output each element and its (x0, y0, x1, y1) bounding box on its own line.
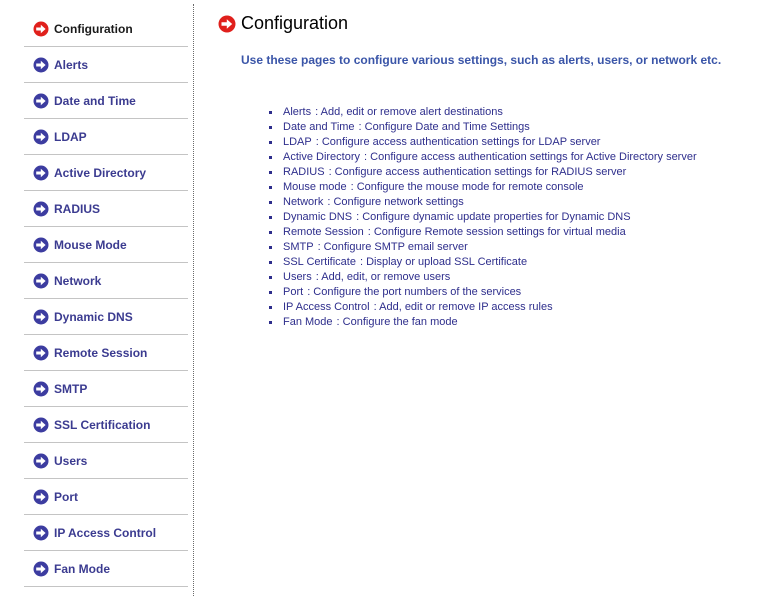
arrow-right-blue-icon (33, 273, 49, 289)
sidebar-item-remote-session[interactable] (24, 335, 188, 371)
arrow-right-red-icon (33, 21, 49, 37)
description-term: Active Directory (283, 151, 361, 163)
sidebar-item-ldap[interactable] (24, 119, 188, 155)
description-text: : Display or upload SSL Certificate (359, 256, 528, 268)
sidebar-item-radius[interactable] (24, 191, 188, 227)
list-item (253, 105, 697, 120)
description-term: SMTP (283, 241, 314, 253)
description-term: SSL Certificate (283, 256, 356, 268)
sidebar-item-date-and-time[interactable] (24, 83, 188, 119)
sidebar-item-label: RADIUS (54, 201, 101, 216)
description-text: : Configure the mouse mode for remote console (350, 181, 584, 193)
arrow-right-blue-icon (33, 165, 49, 181)
description-term: Network (283, 196, 324, 208)
description-term: Users (283, 271, 312, 283)
list-item (253, 165, 697, 180)
sidebar-item-label: SMTP (54, 381, 88, 396)
sidebar-item-label: Date and Time (54, 93, 136, 108)
sidebar-item-label: Mouse Mode (54, 237, 127, 252)
sidebar-item-active-directory[interactable] (24, 155, 188, 191)
bullet-icon (269, 261, 272, 264)
list-item (253, 180, 697, 195)
sidebar-item-network[interactable] (24, 263, 188, 299)
sidebar-item-ssl-certification[interactable] (24, 407, 188, 443)
bullet-icon (269, 156, 272, 159)
sidebar-item-label: Network (54, 273, 102, 288)
sidebar-item-label: SSL Certification (54, 417, 151, 432)
list-item (253, 315, 697, 330)
description-text: : Configure the port numbers of the services (307, 286, 522, 298)
sidebar-item-label: Active Directory (54, 165, 147, 180)
list-item (253, 285, 697, 300)
arrow-right-blue-icon (33, 489, 49, 505)
bullet-icon (269, 231, 272, 234)
description-text: : Configure access authentication settings for Active Directory server (364, 151, 697, 163)
list-item (253, 135, 697, 150)
sidebar-item-label: Dynamic DNS (54, 309, 133, 324)
arrow-right-blue-icon (33, 561, 49, 577)
sidebar-item-label: Remote Session (54, 345, 148, 360)
description-text: : Add, edit or remove IP access rules (373, 301, 553, 313)
description-term: Alerts (283, 106, 312, 118)
intro-text: Use these pages to configure various settings, such as alerts, users, or network etc. (241, 53, 722, 67)
list-item (253, 270, 697, 285)
description-text: : Configure Date and Time Settings (358, 121, 530, 133)
bullet-icon (269, 126, 272, 129)
list-item (253, 300, 697, 315)
description-text: : Configure the fan mode (336, 316, 458, 328)
bullet-icon (269, 111, 272, 114)
arrow-right-red-icon (218, 15, 236, 33)
sidebar-item-label: Port (54, 489, 78, 504)
sidebar-item-label: IP Access Control (54, 525, 157, 540)
arrow-right-blue-icon (33, 525, 49, 541)
sidebar-item-label: Fan Mode (54, 561, 110, 576)
sidebar-item-users[interactable] (24, 443, 188, 479)
vertical-divider (193, 4, 194, 596)
description-term: Port (283, 286, 304, 298)
arrow-right-blue-icon (33, 57, 49, 73)
sidebar-item-label: Users (54, 453, 88, 468)
list-item (253, 195, 697, 210)
description-list (253, 105, 697, 330)
page-title: Configuration (241, 13, 349, 33)
sidebar-item-label: LDAP (54, 129, 87, 144)
description-term: RADIUS (283, 166, 325, 178)
description-text: : Add, edit, or remove users (315, 271, 451, 283)
list-item (253, 240, 697, 255)
description-term: LDAP (283, 136, 312, 148)
arrow-right-blue-icon (33, 417, 49, 433)
description-text: : Configure network settings (327, 196, 464, 208)
description-text: : Configure access authentication settings for RADIUS server (328, 166, 627, 178)
arrow-right-blue-icon (33, 345, 49, 361)
sidebar-item-mouse-mode[interactable] (24, 227, 188, 263)
list-item (253, 255, 697, 270)
bullet-icon (269, 216, 272, 219)
arrow-right-blue-icon (33, 129, 49, 145)
sidebar-item-label: Configuration (54, 21, 133, 36)
arrow-right-blue-icon (33, 201, 49, 217)
bullet-icon (269, 246, 272, 249)
sidebar-item-dynamic-dns[interactable] (24, 299, 188, 335)
description-term: Remote Session (283, 226, 364, 238)
bullet-icon (269, 141, 272, 144)
bullet-icon (269, 306, 272, 309)
sidebar-item-smtp[interactable] (24, 371, 188, 407)
bullet-icon (269, 201, 272, 204)
bullet-icon (269, 276, 272, 279)
arrow-right-blue-icon (33, 381, 49, 397)
arrow-right-blue-icon (33, 237, 49, 253)
description-text: : Configure access authentication settings for LDAP server (315, 136, 601, 148)
list-item (253, 210, 697, 225)
description-term: Mouse mode (283, 181, 347, 193)
description-term: IP Access Control (283, 301, 370, 313)
description-term: Dynamic DNS (283, 211, 353, 223)
page-header (218, 13, 348, 34)
sidebar-item-label: Alerts (54, 57, 89, 72)
sidebar-item-port[interactable] (24, 479, 188, 515)
bullet-icon (269, 186, 272, 189)
bullet-icon (269, 171, 272, 174)
description-text: : Configure SMTP email server (317, 241, 468, 253)
sidebar-item-ip-access-control[interactable] (24, 515, 188, 551)
sidebar-item-alerts[interactable] (24, 47, 188, 83)
bullet-icon (269, 321, 272, 324)
arrow-right-blue-icon (33, 309, 49, 325)
description-term: Date and Time (283, 121, 355, 133)
sidebar-item-fan-mode[interactable] (24, 551, 188, 587)
arrow-right-blue-icon (33, 453, 49, 469)
sidebar-item-configuration[interactable] (24, 11, 188, 47)
description-term: Fan Mode (283, 316, 333, 328)
description-text: : Configure dynamic update properties for Dynamic DNS (356, 211, 631, 223)
list-item (253, 120, 697, 135)
bullet-icon (269, 291, 272, 294)
list-item (253, 150, 697, 165)
sidebar-nav (24, 11, 188, 587)
list-item (253, 225, 697, 240)
arrow-right-blue-icon (33, 93, 49, 109)
description-text: : Add, edit or remove alert destinations (315, 106, 503, 118)
description-text: : Configure Remote session settings for virtual media (367, 226, 626, 238)
